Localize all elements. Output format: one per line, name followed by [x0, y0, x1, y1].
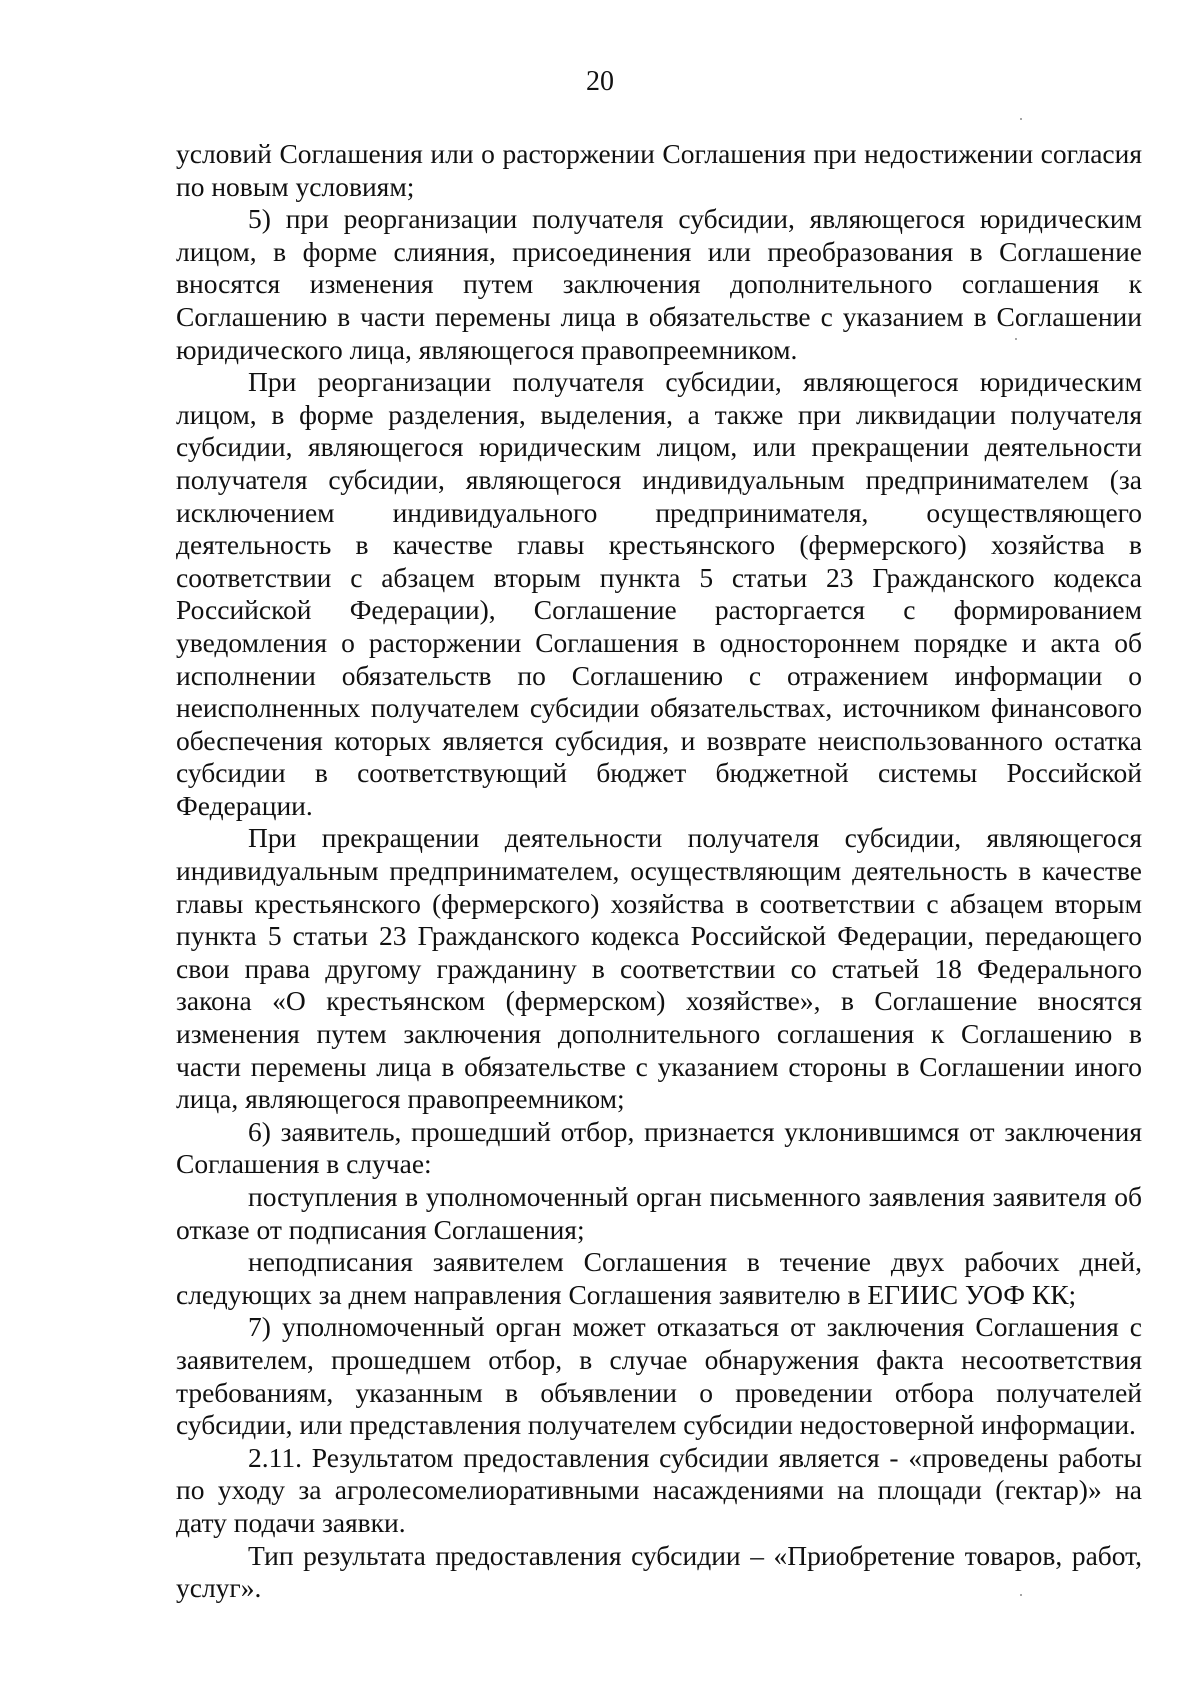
paragraph-continuation: условий Соглашения или о расторжении Соглашения при недостижении согласия по новым условиям;: [176, 138, 1142, 202]
paragraph-item-7: 7) уполномоченный орган может отказаться от заключения Соглашения с заявителем, прошедшем отбор, в случае обнаружения факта несоответствия требованиям, указанным в объявлении о проведении отбора получателей субсидии, или представления получателем субсидии недостоверной информации.: [176, 1311, 1142, 1441]
paragraph-2-11-result: 2.11. Результатом предоставления субсидии является - «проведены работы по уходу за агролесомелиоративными насаждениями на площади (гектар)» на дату подачи заявки.: [176, 1441, 1142, 1538]
paragraph-item-6-case-2: неподписания заявителем Соглашения в течение двух рабочих дней, следующих за днем направления Соглашения заявителю в ЕГИИС УОФ КК;: [176, 1246, 1142, 1310]
scan-speck: [1020, 118, 1022, 120]
paragraph-result-type: Тип результата предоставления субсидии – «Приобретение товаров, работ, услуг».: [176, 1539, 1142, 1604]
paragraph-termination: При прекращении деятельности получателя субсидии, являющегося индивидуальным предпринимателем, осуществляющим деятельность в качестве главы крестьянского (фермерского) хозяйства в соответствии с абзацем вторым пункта 5 статьи 23 Гражданского кодекса Российской Федерации, передающего свои права другому гражданину в соответствии со статьей 18 Федерального закона «О крестьянском (фермерском) хозяйстве», в Соглашение вносятся изменения путем заключения дополнительного соглашения к Соглашению в части перемены лица в обязательстве с указанием стороны в Соглашении иного лица, являющегося правопреемником;: [176, 822, 1142, 1115]
scan-speck: [1015, 338, 1017, 340]
page-number: 20: [586, 66, 614, 97]
document-body: [176, 138, 1142, 1605]
paragraph-reorganization: При реорганизации получателя субсидии, являющегося юридическим лицом, в форме разделения, выделения, а также при ликвидации получателя субсидии, являющегося юридическим лицом, или прекращении деятельности получателя субсидии, являющегося индивидуальным предпринимателем (за исключением индивидуального предпринимателя, осуществляющего деятельность в качестве главы крестьянского (фермерского) хозяйства в соответствии с абзацем вторым пункта 5 статьи 23 Гражданского кодекса Российской Федерации), Соглашение расторгается с формированием уведомления о расторжении Соглашения в одностороннем порядке и акта об исполнении обязательств по Соглашению с отражением информации о неисполненных получателем субсидии обязательствах, источником финансового обеспечения которых является субсидия, и возврате неиспользованного остатка субсидии в соответствующий бюджет бюджетной системы Российской Федерации.: [176, 366, 1142, 821]
scan-speck: [1020, 1594, 1022, 1596]
paragraph-item-5: 5) при реорганизации получателя субсидии, являющегося юридическим лицом, в форме слияния, присоединения или преобразования в Соглашение вносятся изменения путем заключения дополнительного соглашения к Соглашению в части перемены лица в обязательстве с указанием в Соглашении юридического лица, являющегося правопреемником.: [176, 203, 1142, 365]
paragraph-item-6: 6) заявитель, прошедший отбор, признается уклонившимся от заключения Соглашения в случае:: [176, 1115, 1142, 1180]
paragraph-item-6-case-1: поступления в уполномоченный орган письменного заявления заявителя об отказе от подписания Соглашения;: [176, 1181, 1142, 1245]
